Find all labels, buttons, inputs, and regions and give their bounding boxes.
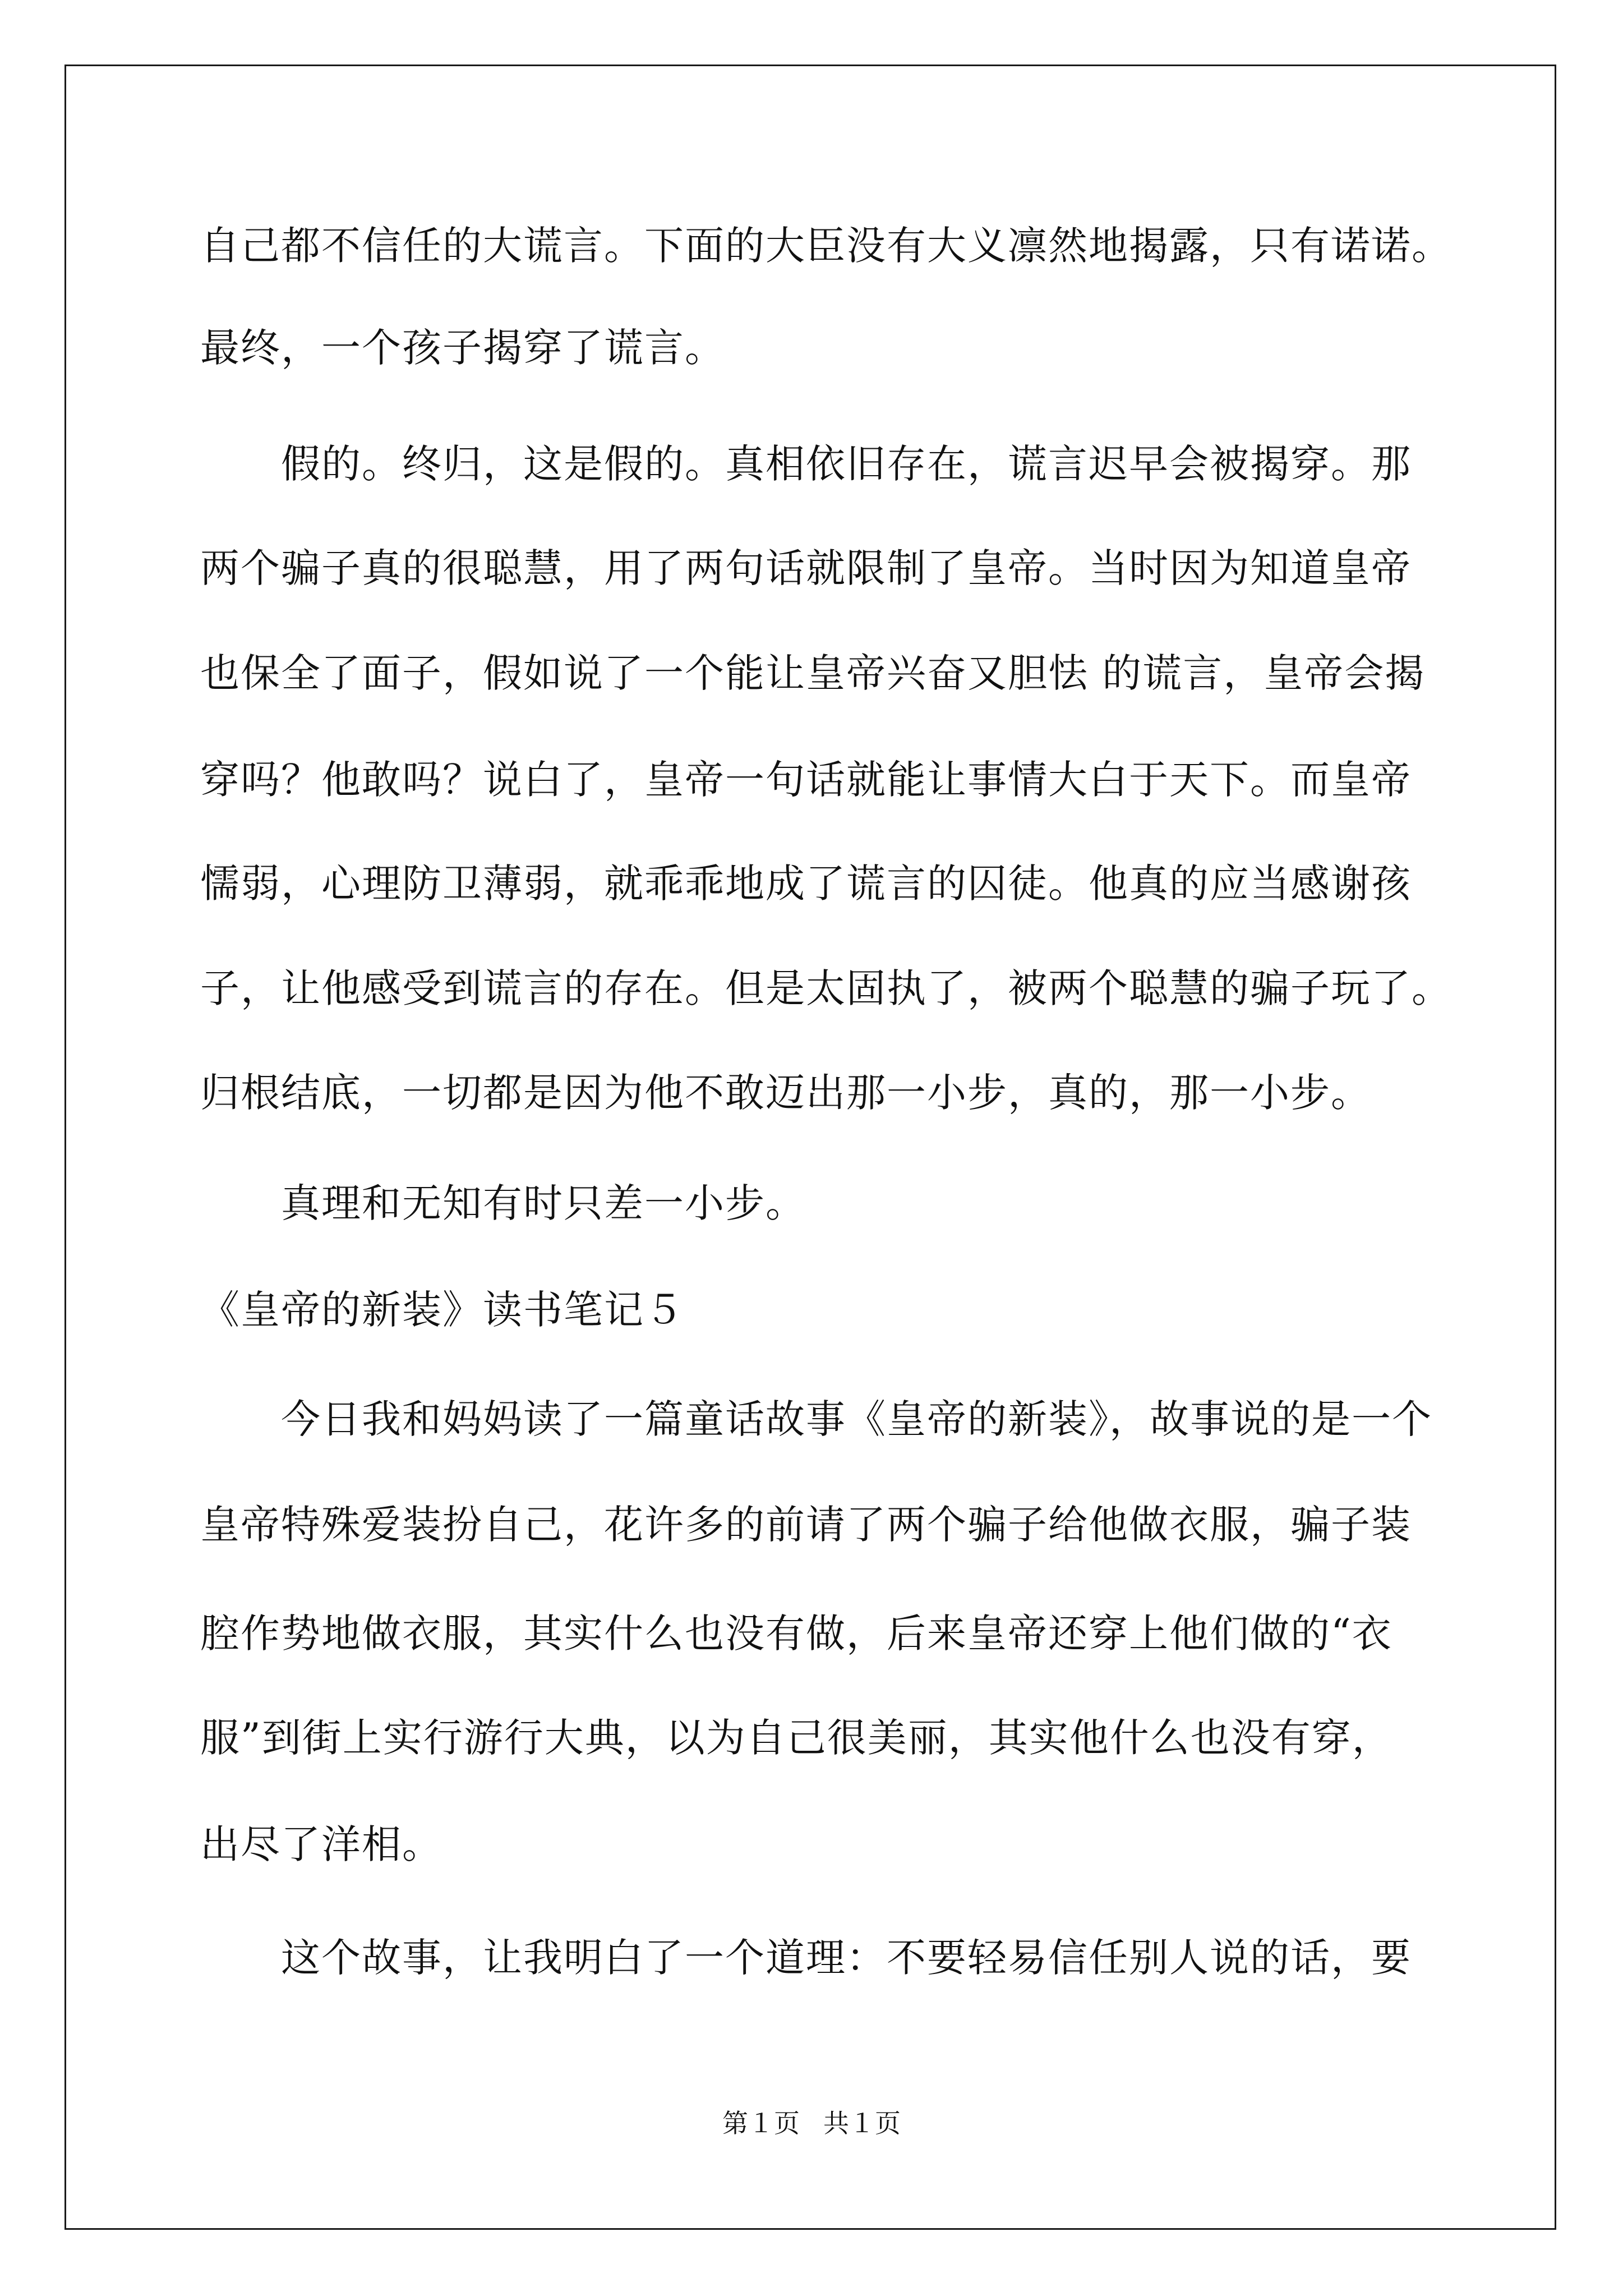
text-line: 懦弱，心理防卫薄弱，就乖乖地成了谎言的囚徒。他真的应当感谢孩 [200, 861, 1412, 907]
text-line: 归根结底，一切都是因为他不敢迈出那一小步，真的，那一小步。 [200, 1070, 1371, 1116]
text-line: 穿吗？他敢吗？说白了，皇帝一句话就能让事情大白于天下。而皇帝 [200, 757, 1412, 803]
text-line: 最终，一个孩子揭穿了谎言。 [200, 325, 725, 371]
text-line: 出尽了洋相。 [200, 1821, 442, 1867]
text-line: 服”到街上实行游行大典，以为自己很美丽，其实他什么也没有穿， [200, 1715, 1393, 1761]
paragraph-first-line: 今日我和妈妈读了一篇童话故事《皇帝的新装》，故事说的是一个 [281, 1396, 1432, 1442]
text-line: 腔作势地做衣服，其实什么也没有做，后来皇帝还穿上他们做的“衣 [200, 1611, 1393, 1657]
page-footer [0, 2106, 1623, 2140]
text-line: 子，让他感受到谎言的存在。但是太固执了，被两个聪慧的骗子玩了。 [200, 965, 1452, 1011]
paragraph-first-line: 真理和无知有时只差一小步。 [281, 1180, 806, 1226]
paragraph-first-line: 假的。终归，这是假的。真相依旧存在，谎言迟早会被揭穿。那 [281, 441, 1412, 487]
paragraph-first-line: 这个故事，让我明白了一个道理：不要轻易信任别人说的话，要 [281, 1935, 1412, 1981]
section-heading: 《皇帝的新装》读书笔记５ [200, 1287, 685, 1333]
text-line: 也保全了面子，假如说了一个能让皇帝兴奋又胆怯 的谎言，皇帝会揭 [200, 650, 1426, 696]
page-number: 第１页 [722, 2108, 800, 2138]
page-total: 共１页 [823, 2108, 901, 2138]
page-frame [64, 65, 1556, 2230]
text-line: 两个骗子真的很聪慧，用了两句话就限制了皇帝。当时因为知道皇帝 [200, 545, 1412, 591]
text-line: 自己都不信任的大谎言。下面的大臣没有大义凛然地揭露，只有诺诺。 [200, 223, 1452, 269]
text-line: 皇帝特殊爱装扮自己，花许多的前请了两个骗子给他做衣服，骗子装 [200, 1502, 1412, 1548]
